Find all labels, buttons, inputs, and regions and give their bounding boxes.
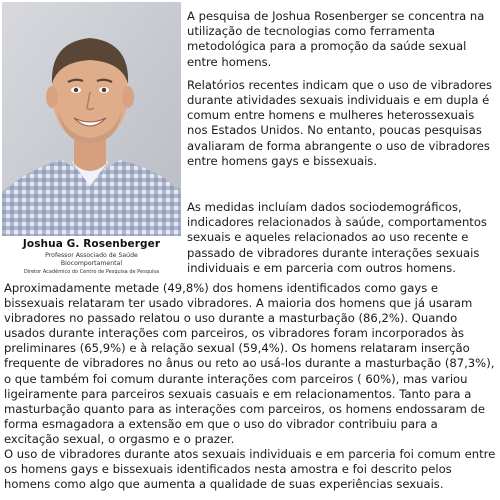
measures-paragraph: As medidas incluíam dados sociodemográficos, indicadores relacionados à saúde, comportamentos sexuais e aqueles relacionados ao uso recente e passado de vibradores durante interações sexuais individuais e em parceria com outros homens. [187, 200, 487, 275]
portrait-image [2, 2, 181, 236]
caption-title: Professor Associado de Saúde [45, 252, 138, 259]
conclusion-paragraph: O uso de vibradores durante atos sexuais individuais e em parceria foi comum entre os homens gays e bissexuais identificados nesta amostra e foi descrito pelos homens como algo que aumenta a qualidade de suas experiências sexuais. [4, 447, 496, 492]
portrait-photo [2, 2, 181, 236]
caption-role: Diretor Acadêmico do Centro de Pesquisa de Pesquisa [23, 269, 160, 275]
intro-paragraph: A pesquisa de Joshua Rosenberger se concentra na utilização de tecnologias como ferramenta metodológica para a promoção da saúde sexual entre homens. [187, 9, 485, 69]
caption-name: Joshua G. Rosenberger [22, 238, 161, 250]
reports-paragraph: Relatórios recentes indicam que o uso de vibradores durante atividades sexuais individuais e em dupla é comum entre homens e mulheres heterossexuais nos Estados Unidos. No entanto, poucas pesquisas avaliaram de forma abrangente o uso de vibradores entre homens gays e bissexuais. [187, 77, 493, 168]
bottom-text [4, 281, 496, 492]
caption-department: Biocomportamental [60, 260, 123, 267]
right-column [187, 9, 493, 276]
results-paragraph: Aproximadamente metade (49,8%) dos homens identificados como gays e bissexuais relataram ter usado vibradores. A maioria dos homens que já usaram vibradores no passado relatou o uso durante a masturbação (86,2%). Quando usados durante interações com parceiros, os vibradores foram incorporados às preliminares (65,9%) e à relação sexual (59,4%). Os homens relataram inserção frequente de vibradores no ânus ou reto ao usá-los durante a masturbação (87,3%), o que também foi comum durante interações com parceiros ( 60%), mas variou ligeiramente para parceiros sexuais casuais e em relacionamentos. Tanto para a masturbação quanto para as interações com parceiros, os homens endossaram de forma esmagadora a extensão em que o uso do vibrador contribuiu para a excitação sexual, o orgasmo e o prazer. [4, 281, 495, 446]
